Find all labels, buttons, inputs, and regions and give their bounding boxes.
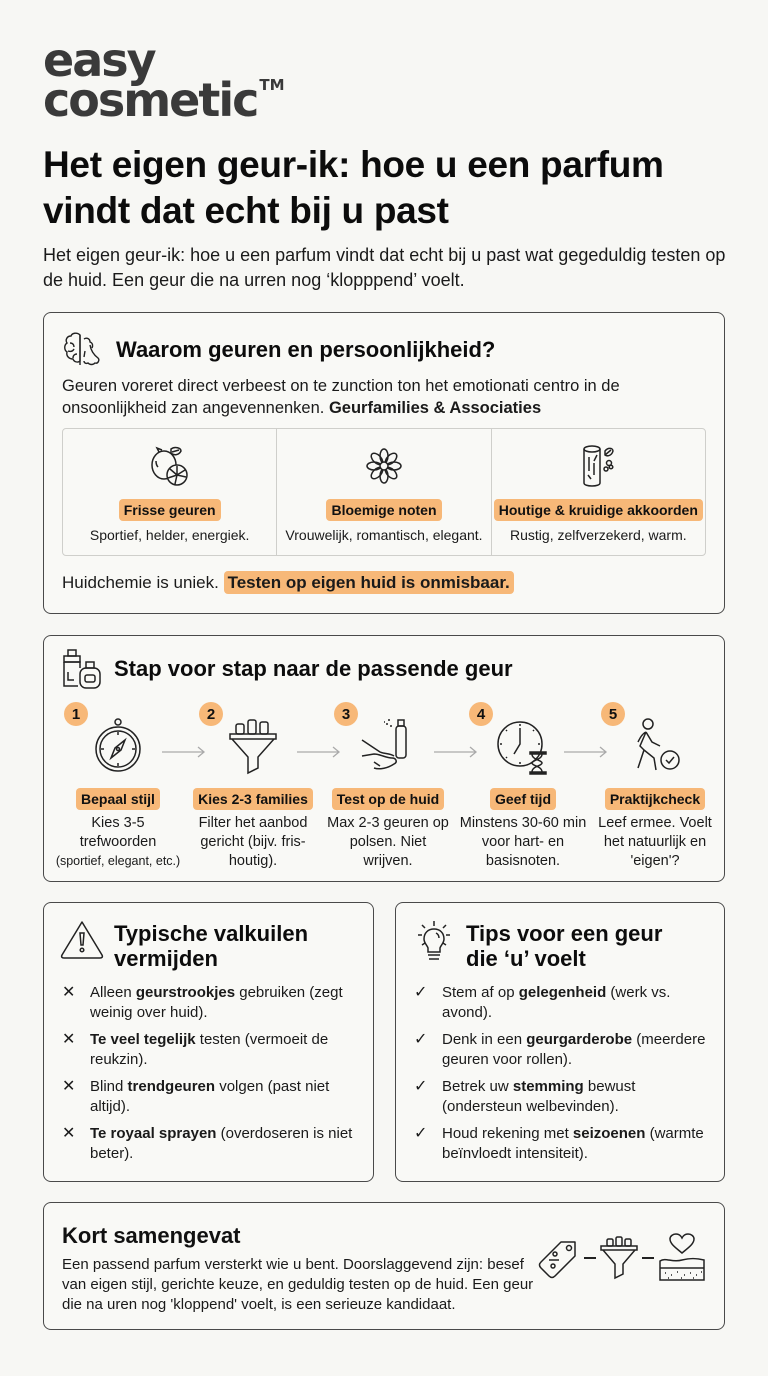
why-text-bold: Geurfamilies & Associaties bbox=[328, 399, 542, 417]
check-icon: ✓ bbox=[414, 1031, 428, 1048]
pitfalls-list bbox=[62, 983, 362, 1171]
tips-list bbox=[414, 983, 714, 1171]
step-number: 4 bbox=[469, 702, 493, 726]
footer-highlight: Testen op eigen huid is onmisbaar. bbox=[224, 571, 514, 594]
warning-icon bbox=[60, 919, 104, 959]
why-card bbox=[43, 312, 725, 614]
step-label: Praktijkcheck bbox=[605, 788, 705, 810]
step-2 bbox=[189, 702, 317, 871]
family-label: Bloemige noten bbox=[326, 499, 441, 521]
family-desc: Sportief, helder, energiek. bbox=[89, 527, 250, 543]
cross-icon: ✕ bbox=[62, 984, 76, 1001]
step-label: Kies 2-3 families bbox=[193, 788, 313, 810]
tag-icon bbox=[537, 1236, 581, 1280]
family-desc: Rustig, zelfverzekerd, warm. bbox=[510, 527, 687, 543]
family-floral bbox=[277, 429, 491, 555]
funnel-icon bbox=[599, 1235, 639, 1281]
list-item: ✕ Alleen geurstrookjes gebruiken (zegt weinig over huid). bbox=[62, 984, 343, 1021]
summary-title: Kort samengevat bbox=[62, 1223, 241, 1248]
family-label: Houtige & kruidige akkoorden bbox=[494, 499, 703, 521]
compass-icon bbox=[91, 716, 145, 776]
cross-icon: ✕ bbox=[62, 1078, 76, 1095]
family-woody bbox=[492, 429, 705, 555]
pitfalls-title: Typische valkuilen vermijden bbox=[114, 921, 309, 971]
check-icon: ✓ bbox=[414, 984, 428, 1001]
step-label: Bepaal stijl bbox=[76, 788, 160, 810]
family-label: Frisse geuren bbox=[119, 499, 221, 521]
steps-card bbox=[43, 635, 725, 882]
step-4 bbox=[459, 702, 587, 871]
step-3 bbox=[324, 702, 452, 871]
step-desc: Max 2-3 geuren op polsen. Niet wrijven. bbox=[327, 815, 449, 869]
step-label: Test op de huid bbox=[332, 788, 444, 810]
list-item: ✓ Stem af op gelegenheid (werk vs. avond). bbox=[414, 984, 671, 1021]
walking-check-icon bbox=[626, 716, 684, 776]
step-label: Geef tijd bbox=[490, 788, 556, 810]
step-desc: Minstens 30-60 min voor hart- en basisnoten. bbox=[459, 815, 587, 869]
step-5 bbox=[591, 702, 719, 871]
list-item: ✕ Te veel tegelijk testen (vermoeit de reukzin). bbox=[62, 1031, 329, 1068]
list-item: ✓ Betrek uw stemming bewust (ondersteun welbevinden). bbox=[414, 1078, 636, 1115]
funnel-icon bbox=[226, 716, 280, 776]
citrus-icon bbox=[147, 443, 193, 489]
step-number: 2 bbox=[199, 702, 223, 726]
check-icon: ✓ bbox=[414, 1125, 428, 1142]
why-text: Geuren voreret direct verbeest on te zunction ton het emotionati centro in de onsoonlijkheid zan angevennenken. Geurfamilies & Associaties bbox=[62, 377, 620, 417]
step-number: 3 bbox=[334, 702, 358, 726]
page-title: Het eigen geur-ik: hoe u een parfum vindt dat echt bij u past bbox=[43, 144, 664, 231]
list-item: ✕ Blind trendgeuren volgen (past niet altijd). bbox=[62, 1078, 330, 1115]
brand-line2: cosmetic bbox=[43, 73, 258, 127]
list-item: ✓ Houd rekening met seizoenen (warmte beïnvloedt intensiteit). bbox=[414, 1125, 704, 1162]
why-footer: Huidchemie is uniek. Testen op eigen huid is onmisbaar. bbox=[62, 573, 514, 593]
lightbulb-icon bbox=[412, 919, 456, 963]
spray-wrist-icon bbox=[358, 716, 418, 776]
tips-card bbox=[395, 902, 725, 1182]
family-fresh bbox=[63, 429, 277, 555]
wood-log-icon bbox=[575, 443, 621, 489]
pitfalls-card bbox=[43, 902, 374, 1182]
list-item: ✓ Denk in een geurgarderobe (meerdere geuren voor rollen). bbox=[414, 1031, 706, 1068]
intro-text: Het eigen geur-ik: hoe u een parfum vindt dat echt bij u past wat gegeduldig testen op de huid. Een geur die na urren nog ‘klopppend’ voelt. bbox=[43, 245, 726, 290]
why-title: Waarom geuren en persoonlijkheid? bbox=[116, 337, 496, 362]
cross-icon: ✕ bbox=[62, 1031, 76, 1048]
steps-title: Stap voor stap naar de passende geur bbox=[114, 656, 513, 681]
check-icon: ✓ bbox=[414, 1078, 428, 1095]
list-item: ✕ Te royaal sprayen (overdoseren is niet beter). bbox=[62, 1125, 353, 1162]
cross-icon: ✕ bbox=[62, 1125, 76, 1142]
steps-row bbox=[54, 702, 719, 872]
flower-icon bbox=[361, 443, 407, 489]
brand-line1: easy bbox=[43, 33, 155, 87]
summary-text: Een passend parfum versterkt wie u bent. Doorslaggevend zijn: besef van eigen stijl, gerichte keuze, en geduldig testen op de huid. Een geur die na uren nog 'kloppend' voelt, is een serieuze kandidaat. bbox=[62, 1256, 534, 1313]
tips-title: Tips voor een geur die ‘u’ voelt bbox=[466, 921, 663, 971]
brand-logo bbox=[43, 33, 285, 131]
summary-icons bbox=[537, 1233, 707, 1283]
family-desc: Vrouwelijk, romantisch, elegant. bbox=[285, 527, 483, 543]
clock-hourglass-icon bbox=[494, 716, 552, 776]
step-1 bbox=[54, 702, 182, 871]
step-number: 1 bbox=[64, 702, 88, 726]
trademark: TM bbox=[259, 76, 285, 94]
summary-card bbox=[43, 1202, 725, 1330]
step-desc: Filter het aanbod gericht (bijv. fris-houtig). bbox=[198, 815, 308, 869]
heart-skin-icon bbox=[657, 1233, 707, 1283]
step-desc: Leef ermee. Voelt het natuurlijk en 'eigen'? bbox=[598, 815, 712, 869]
step-number: 5 bbox=[601, 702, 625, 726]
perfume-bottles-icon bbox=[60, 648, 104, 690]
scent-families bbox=[62, 428, 706, 556]
step-desc: Kies 3-5 trefwoorden (sportief, elegant, etc.) bbox=[55, 815, 181, 868]
brain-nose-icon bbox=[60, 331, 104, 369]
